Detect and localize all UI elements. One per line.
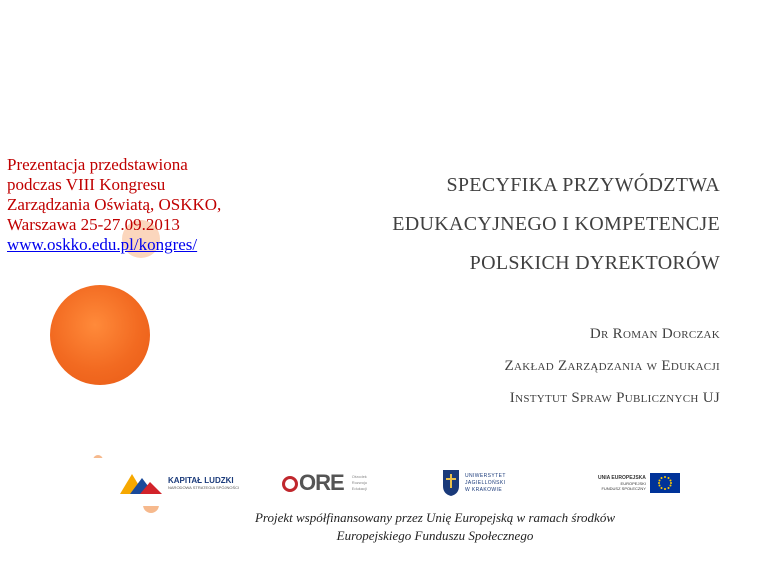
uj-logo [442, 466, 506, 500]
note-line: Zarządzania Oświatą, OSKKO, [7, 195, 222, 214]
title-line: EDUKACYJNEGO I KOMPETENCJE [392, 213, 720, 235]
ore-sub-line: Rozwoju [351, 480, 368, 485]
kapital-ludzki-title: KAPITAŁ LUDZKI [168, 476, 234, 485]
eu-flag-icon [650, 473, 680, 493]
congress-link[interactable]: www.oskko.edu.pl/kongres/ [7, 235, 198, 254]
author-department: Zakład Zarządzania w Edukacji [504, 358, 720, 374]
uj-line: JAGIELLOŃSKI [465, 479, 506, 486]
ore-circle-icon [282, 476, 298, 492]
slide-title [392, 166, 720, 283]
eu-line: FUNDUSZ SPOŁECZNY [601, 485, 646, 491]
eu-line: UNIA EUROPEJSKA [598, 474, 646, 481]
kapital-ludzki-logo [118, 466, 239, 500]
ore-sub-line: Ośrodek [351, 474, 367, 479]
author-name: Dr Roman Dorczak [589, 326, 720, 342]
footer-line: Europejskiego Funduszu Społecznego [336, 528, 534, 543]
author-institute: Instytut Spraw Publicznych UJ [509, 390, 720, 406]
note-line: podczas VIII Kongresu [7, 175, 166, 194]
note-line: Prezentacja przedstawiona [7, 155, 188, 174]
title-line: POLSKICH DYREKTORÓW [469, 252, 720, 274]
uj-line: W KRAKOWIE [465, 486, 503, 493]
ore-logo [282, 466, 367, 500]
kapital-ludzki-icon [118, 470, 164, 496]
footer-line: Projekt współfinansowany przez Unię Europejską w ramach środków [254, 510, 615, 525]
uj-line: UNIWERSYTET [465, 472, 506, 479]
presentation-note [7, 155, 221, 255]
kapital-ludzki-subtitle: NARODOWA STRATEGIA SPÓJNOŚCI [168, 485, 240, 490]
funding-footer [185, 509, 685, 545]
uj-crest-icon [442, 469, 460, 497]
note-line: Warszawa 25-27.09.2013 [7, 215, 180, 234]
eu-line: EUROPEJSKI [620, 480, 646, 486]
author-block [505, 318, 720, 414]
title-line: SPECYFIKA PRZYWÓDZTWA [446, 174, 720, 196]
ore-sub-line: Edukacji [351, 486, 367, 491]
decorative-circle-large [50, 285, 150, 385]
eu-logo [598, 466, 680, 500]
ore-mark: ORE [282, 470, 344, 496]
